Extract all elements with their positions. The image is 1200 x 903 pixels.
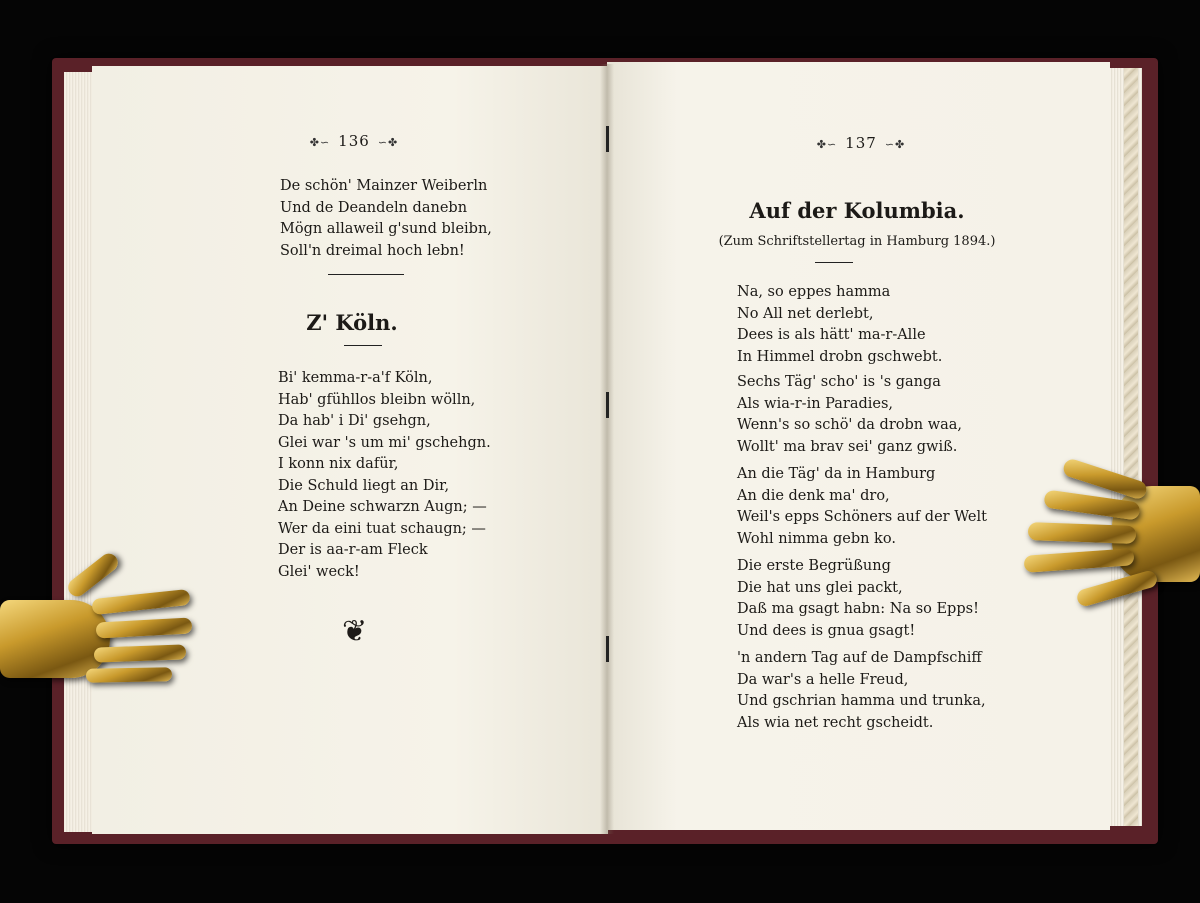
verse-line: Wohl nimma gebn ko. bbox=[737, 530, 896, 547]
book-gutter bbox=[600, 64, 614, 834]
stanza-1 bbox=[737, 282, 942, 368]
verse-line: Und gschrian hamma und trunka, bbox=[737, 693, 986, 709]
verse-line: Glei war 's um mi' gschehgn. bbox=[278, 434, 491, 451]
ornament-icon: ∽✤ bbox=[884, 138, 906, 151]
left-page bbox=[92, 66, 608, 834]
poem-title-right: Auf der Kolumbia. bbox=[749, 198, 965, 223]
verse-line: An die Täg' da in Hamburg bbox=[737, 466, 936, 482]
stanza-end bbox=[280, 176, 492, 262]
ornament-icon: ✤∽ bbox=[816, 138, 838, 151]
title-rule bbox=[344, 345, 382, 346]
verse-line: An Deine schwarzn Augn; — bbox=[278, 499, 487, 515]
stanza-2 bbox=[737, 372, 962, 458]
verse-line: I konn nix dafür, bbox=[278, 456, 399, 472]
verse-line: Soll'n dreimal hoch lebn! bbox=[280, 242, 465, 259]
verse-line: 'n andern Tag auf de Dampfschiff bbox=[737, 650, 982, 666]
right-page bbox=[607, 62, 1110, 830]
stanza-3 bbox=[737, 464, 987, 550]
verse-line: Daß ma gsagt habn: Na so Epps! bbox=[737, 601, 979, 617]
verse-line: Mögn allaweil g'sund bleibn, bbox=[280, 221, 492, 237]
verse-line: An die denk ma' dro, bbox=[737, 487, 890, 504]
verse-line: Sechs Täg' scho' is 's ganga bbox=[737, 374, 941, 390]
hand-finger bbox=[1028, 522, 1137, 544]
poem-body-left bbox=[278, 368, 491, 583]
verse-line: Wer da eini tuat schaugn; — bbox=[278, 520, 486, 537]
verse-line: Als wia-r-in Paradies, bbox=[737, 395, 894, 412]
verse-line: Wenn's so schö' da drobn waa, bbox=[737, 417, 963, 433]
verse-line: Die hat uns glei packt, bbox=[737, 579, 903, 596]
page-number-left: ✤∽ 136 ∽✤ bbox=[309, 132, 399, 150]
verse-line: De schön' Mainzer Weiberln bbox=[280, 178, 488, 194]
verse-line: Der is aa-r-am Fleck bbox=[278, 542, 428, 558]
verse-line: Und de Deandeln danebn bbox=[280, 199, 468, 216]
verse-line: Weil's epps Schöners auf der Welt bbox=[737, 509, 987, 525]
page-number-right: ✤∽ 137 ∽✤ bbox=[816, 134, 906, 152]
ornament-icon: ∽✤ bbox=[377, 136, 399, 149]
poem-title-left: Z' Köln. bbox=[306, 310, 398, 335]
hand-finger bbox=[94, 644, 186, 662]
verse-line: Wollt' ma brav sei' ganz gwiß. bbox=[737, 438, 958, 455]
verse-line: Na, so eppes hamma bbox=[737, 284, 891, 300]
title-rule bbox=[815, 262, 853, 263]
stanza-5 bbox=[737, 648, 986, 734]
verse-line: Dees is als hätt' ma-r-Alle bbox=[737, 327, 926, 343]
verse-line: Als wia net recht gscheidt. bbox=[737, 714, 934, 731]
binding-stitch bbox=[606, 636, 609, 662]
vignette-icon: ❦ bbox=[342, 614, 368, 649]
stanza-4 bbox=[737, 556, 979, 642]
ornament-icon: ✤∽ bbox=[309, 136, 331, 149]
verse-line: Hab' gfühllos bleibn wölln, bbox=[278, 391, 476, 408]
verse-line: No All net derlebt, bbox=[737, 305, 874, 322]
verse-line: Bi' kemma-r-a'f Köln, bbox=[278, 370, 433, 386]
verse-line: In Himmel drobn gschwebt. bbox=[737, 348, 943, 365]
verse-line: Und dees is gnua gsagt! bbox=[737, 622, 916, 639]
poem-subtitle: (Zum Schriftstellertag in Hamburg 1894.) bbox=[718, 234, 996, 249]
verse-line: Die erste Begrüßung bbox=[737, 558, 891, 574]
verse-line: Da hab' i Di' gsehgn, bbox=[278, 413, 431, 429]
binding-stitch bbox=[606, 126, 609, 152]
verse-line: Die Schuld liegt an Dir, bbox=[278, 477, 450, 494]
verse-line: Da war's a helle Freud, bbox=[737, 671, 909, 688]
hand-finger bbox=[86, 667, 172, 682]
verse-line: Glei' weck! bbox=[278, 563, 360, 580]
section-divider bbox=[328, 274, 404, 275]
binding-stitch bbox=[606, 392, 609, 418]
